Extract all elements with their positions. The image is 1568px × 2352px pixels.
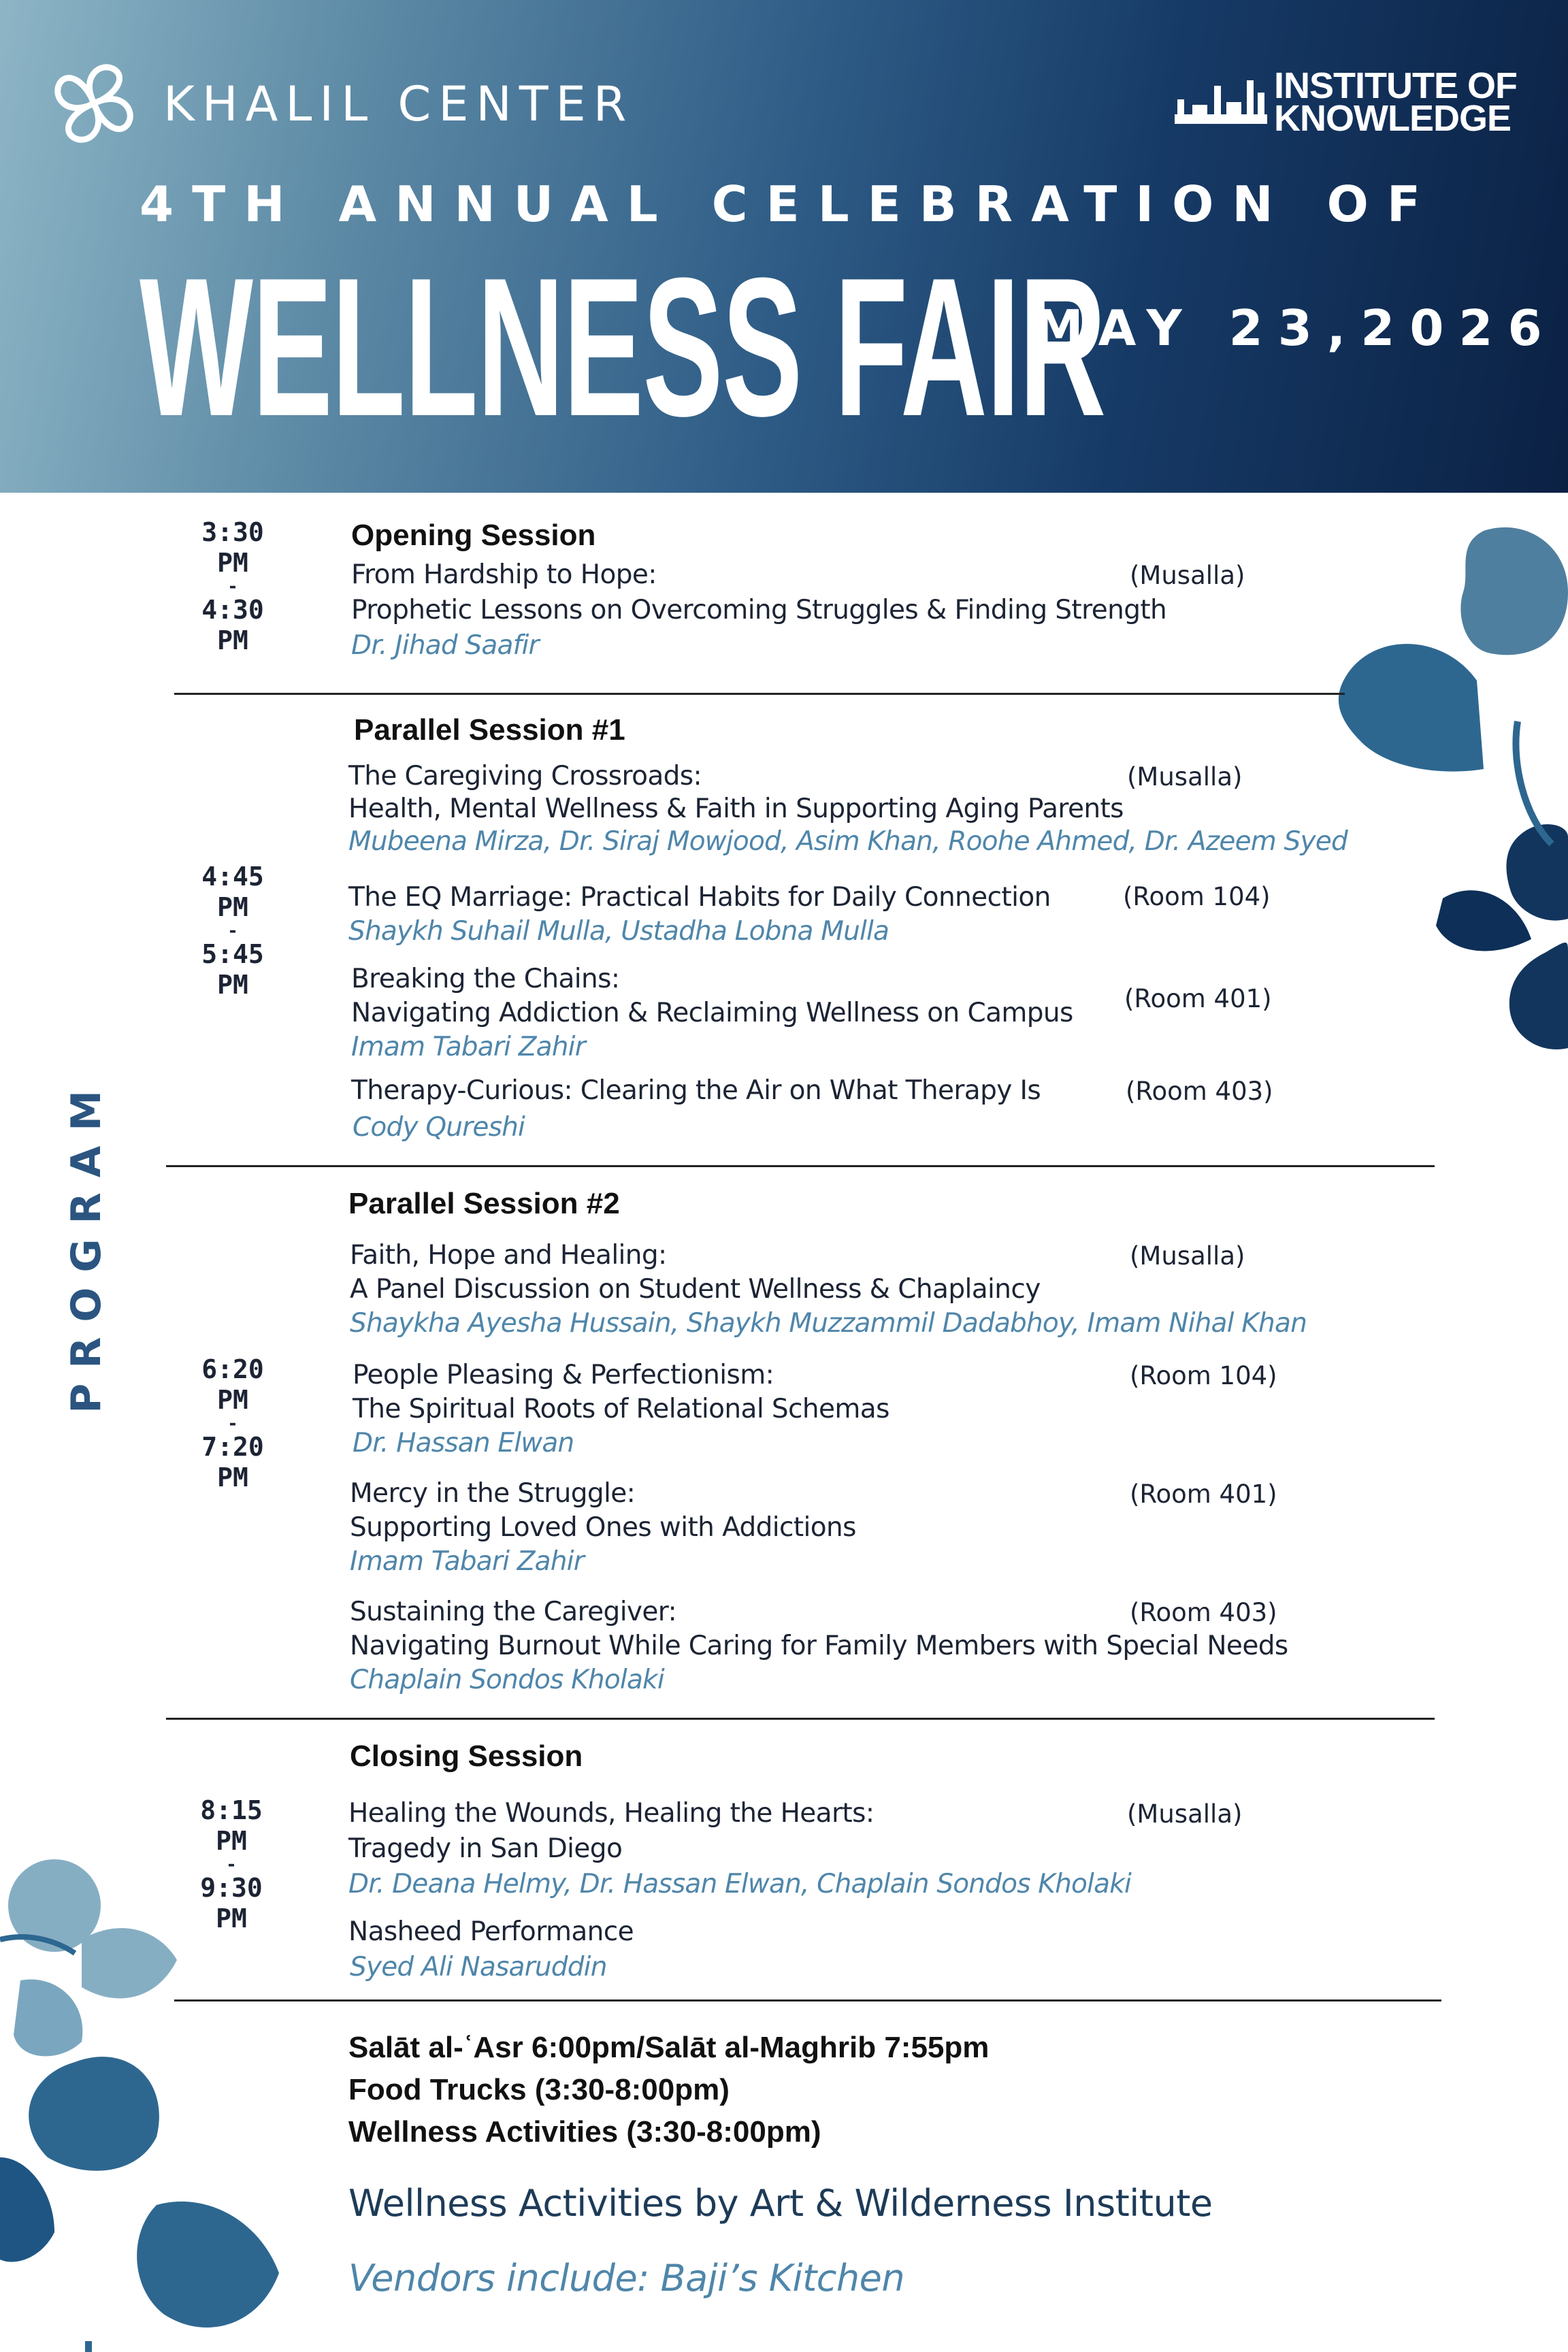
time-text: - [227, 576, 238, 597]
time-slot-parallel-1 [172, 862, 294, 1000]
session-room: (Musalla) [1127, 762, 1243, 791]
session-room: (Room 401) [1124, 984, 1272, 1013]
session-speakers: Chaplain Sondos Kholaki [350, 1665, 664, 1695]
session-room: (Room 403) [1130, 1598, 1277, 1627]
time-text: PM [217, 970, 248, 1000]
session-room: (Room 403) [1126, 1077, 1273, 1106]
time-text: PM [217, 1385, 248, 1415]
floral-decoration-right-icon [1320, 517, 1568, 1075]
session-speakers: Imam Tabari Zahir [351, 1032, 585, 1062]
time-text: - [227, 1414, 238, 1434]
session-room: (Room 104) [1123, 882, 1271, 911]
section-heading: Opening Session [351, 519, 596, 552]
session-title-line: Therapy-Curious: Clearing the Air on What Therapy Is [351, 1075, 1041, 1106]
time-text: PM [216, 1826, 247, 1856]
time-text: - [226, 1855, 237, 1875]
wellness-activities: Wellness Activities (3:30-8:00pm) [348, 2115, 821, 2149]
time-slot-opening [172, 517, 294, 656]
khalil-center-logo-icon [39, 49, 148, 158]
time-text: PM [216, 1904, 247, 1933]
header-banner [0, 0, 1568, 493]
event-date: MAY 23,2026 [1034, 299, 1557, 357]
session-room: (Room 104) [1130, 1361, 1277, 1390]
event-tagline: 4TH ANNUAL CELEBRATION OF [140, 176, 1439, 233]
institute-of-knowledge-name [1274, 65, 1517, 139]
session-speakers: Cody Qureshi [353, 1112, 525, 1143]
time-text: - [227, 921, 238, 941]
session-title-line: Sustaining the Caregiver: [350, 1597, 677, 1627]
session-title-line: Prophetic Lessons on Overcoming Struggles & Finding Strength [351, 595, 1167, 625]
time-text: 8:15 [200, 1795, 263, 1825]
time-text: 7:20 [201, 1432, 264, 1462]
session-speakers: Dr. Deana Helmy, Dr. Hassan Elwan, Chaplain Sondos Kholaki [348, 1869, 1132, 1899]
time-text: PM [217, 1463, 248, 1492]
section-heading: Closing Session [350, 1740, 583, 1773]
session-title-line: Tragedy in San Diego [348, 1833, 623, 1864]
time-slot-parallel-2 [172, 1354, 294, 1493]
session-speakers: Mubeena Mirza, Dr. Siraj Mowjood, Asim Khan, Roohe Ahmed, Dr. Azeem Syed [348, 826, 1348, 857]
session-title-line: Breaking the Chains: [351, 964, 620, 994]
time-text: PM [217, 625, 248, 655]
divider [174, 1999, 1441, 2002]
institute-of-knowledge-logo-icon [1171, 72, 1271, 137]
time-slot-closing [170, 1795, 293, 1934]
session-speakers: Dr. Jihad Saafir [351, 630, 539, 661]
time-text: 6:20 [201, 1354, 264, 1384]
program-side-label: PROGRAM [63, 1075, 110, 1414]
section-heading: Parallel Session #2 [348, 1187, 620, 1220]
divider [166, 1718, 1435, 1720]
food-trucks: Food Trucks (3:30-8:00pm) [348, 2073, 730, 2106]
session-title-line: People Pleasing & Perfectionism: [353, 1360, 774, 1390]
divider [166, 1165, 1435, 1167]
time-text: PM [217, 892, 248, 922]
session-room: (Musalla) [1130, 1241, 1245, 1271]
org-right-line2: KNOWLEDGE [1274, 98, 1511, 139]
time-text: 3:30 [201, 517, 264, 547]
session-title-line: Health, Mental Wellness & Faith in Supporting Aging Parents [348, 794, 1124, 824]
session-title-line: Mercy in the Struggle: [350, 1478, 636, 1509]
session-title-line: The Spiritual Roots of Relational Schemas [353, 1394, 889, 1424]
time-text: 9:30 [200, 1873, 263, 1903]
session-speakers: Dr. Hassan Elwan [353, 1428, 574, 1458]
session-title-line: Healing the Wounds, Healing the Hearts: [348, 1798, 875, 1829]
khalil-center-name: KHALIL CENTER [163, 76, 634, 132]
time-text: 4:30 [201, 595, 264, 625]
session-title-line: The EQ Marriage: Practical Habits for Daily Connection [348, 882, 1051, 913]
session-speakers: Syed Ali Nasaruddin [350, 1952, 607, 1982]
session-title-line: Navigating Burnout While Caring for Family Members with Special Needs [350, 1631, 1288, 1661]
session-title-line: Navigating Addiction & Reclaiming Wellness on Campus [351, 998, 1073, 1028]
session-room: (Room 401) [1130, 1480, 1277, 1509]
session-title-line: Nasheed Performance [348, 1916, 634, 1947]
event-title: WELLNESS FAIR [140, 237, 1106, 457]
session-room: (Musalla) [1130, 561, 1245, 590]
session-speakers: Shaykh Suhail Mulla, Ustadha Lobna Mulla [348, 916, 889, 947]
time-text: 5:45 [201, 939, 264, 969]
prayer-times: Salāt al-ʿAsr 6:00pm/Salāt al-Maghrib 7:55pm [348, 2031, 990, 2064]
time-text: PM [217, 548, 248, 578]
session-speakers: Imam Tabari Zahir [350, 1546, 584, 1577]
org-right-line1: INSTITUTE OF [1274, 65, 1517, 106]
activities-provider: Wellness Activities by Art & Wilderness Institute [348, 2182, 1213, 2225]
session-room: (Musalla) [1127, 1799, 1243, 1829]
section-heading: Parallel Session #1 [354, 713, 625, 747]
session-title-line: The Caregiving Crossroads: [348, 761, 702, 791]
session-title-line: From Hardship to Hope: [351, 559, 657, 590]
vendors-list: Vendors include: Baji’s Kitchen [348, 2257, 905, 2300]
time-text: 4:45 [201, 862, 264, 892]
session-title-line: A Panel Discussion on Student Wellness & Chaplaincy [350, 1274, 1041, 1305]
session-speakers: Shaykha Ayesha Hussain, Shaykh Muzzammil Dadabhoy, Imam Nihal Khan [350, 1308, 1307, 1339]
divider [174, 693, 1345, 695]
session-title-line: Supporting Loved Ones with Addictions [350, 1512, 856, 1543]
session-title-line: Faith, Hope and Healing: [350, 1240, 667, 1271]
